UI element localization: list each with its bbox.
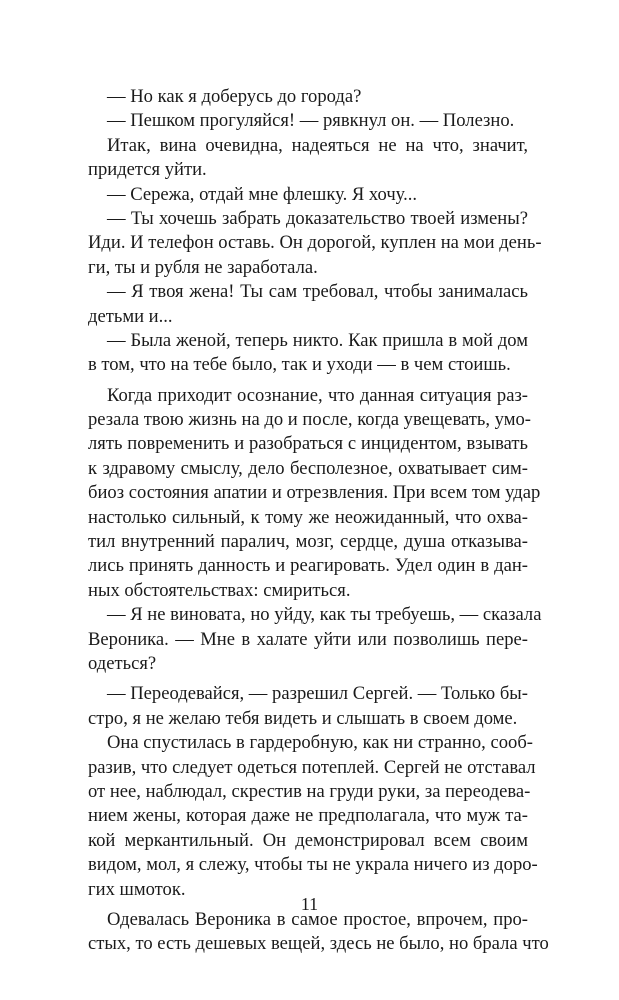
text-line: кой меркантильный. Он демонстрировал всем своим [88,829,528,851]
text-line: лять повременить и разобраться с инцидентом, взывать [88,433,528,455]
text-line: придется уйти. [88,159,207,181]
text-line: одеться? [88,652,157,674]
text-line: — Но как я доберусь до города? [107,86,362,107]
paragraph [88,280,528,329]
text-line: — Была женой, теперь никто. Как пришла в мой дом [107,329,528,351]
paragraph [88,207,542,280]
text-line: ги, ты и рубля не заработала. [88,256,318,278]
text-line: детьми и... [88,305,173,327]
text-line: гих шмоток. [88,878,186,900]
text-line: от нее, наблюдал, скрестив на груди руки, за переодева- [88,780,531,802]
paragraph [88,682,528,731]
text-line: — Переодевайся, — разрешил Сергей. — Только бы- [107,683,528,705]
paragraph [88,908,549,957]
text-line: Когда приходит осознание, что данная ситуация раз- [107,384,528,406]
paragraph [88,134,528,183]
text-line: — Я не виновата, но уйду, как ты требуешь, — сказала [107,604,542,626]
text-line: Иди. И телефон оставь. Он дорогой, куплен на мои день- [88,232,542,254]
text-line: Вероника. — Мне в халате уйти или позволишь пере- [88,628,528,650]
text-line: — Сережа, отдай мне флешку. Я хочу... [107,183,418,205]
text-line: — Ты хочешь забрать доказательство твоей измены? [107,207,528,229]
text-line: тил внутренний паралич, мозг, сердце, душа отказыва- [88,531,528,553]
paragraph [88,329,528,378]
text-line: лись принять данность и реагировать. Удел один в дан- [88,555,528,577]
paragraph [88,85,528,109]
paragraph [88,603,542,676]
body-text [88,85,549,957]
page-number: 11 [300,894,319,914]
text-line: Одевалась Вероника в самое простое, впрочем, про- [107,908,528,930]
text-line: биоз состояния апатии и отрезвления. При всем том удар [88,482,541,504]
text-line: в том, что на тебе было, так и уходи — в чем стоишь. [88,354,511,376]
text-line: разив, что следует одеться потеплей. Сергей не отставал [88,756,536,778]
text-line: ных обстоятельствах: смириться. [88,579,351,601]
text-line: Она спустилась в гардеробную, как ни странно, сооб- [107,732,533,754]
paragraph [88,109,528,133]
paragraph [88,731,538,902]
text-line: нием жены, которая даже не предполагала, что муж та- [88,805,528,827]
paragraph [88,183,528,207]
paragraph [88,384,541,604]
text-line: к здравому смыслу, дело бесполезное, охватывает сим- [88,457,528,479]
text-line: настолько сильный, к тому же неожиданный, что охва- [88,506,528,528]
text-line: — Пешком прогуляйся! — рявкнул он. — Полезно. [107,110,515,132]
text-line: стро, я не желаю тебя видеть и слышать в своем доме. [88,707,518,729]
text-line: Итак, вина очевидна, надеяться не на что, значит, [107,134,528,156]
text-line: видом, мол, я слежу, чтобы ты не украла ничего из доро- [88,854,538,876]
text-line: резала твою жизнь на до и после, когда увещевать, умо- [88,409,531,431]
text-line: стых, то есть дешевых вещей, здесь не было, но брала что [88,933,549,955]
text-line: — Я твоя жена! Ты сам требовал, чтобы занималась [107,281,528,303]
